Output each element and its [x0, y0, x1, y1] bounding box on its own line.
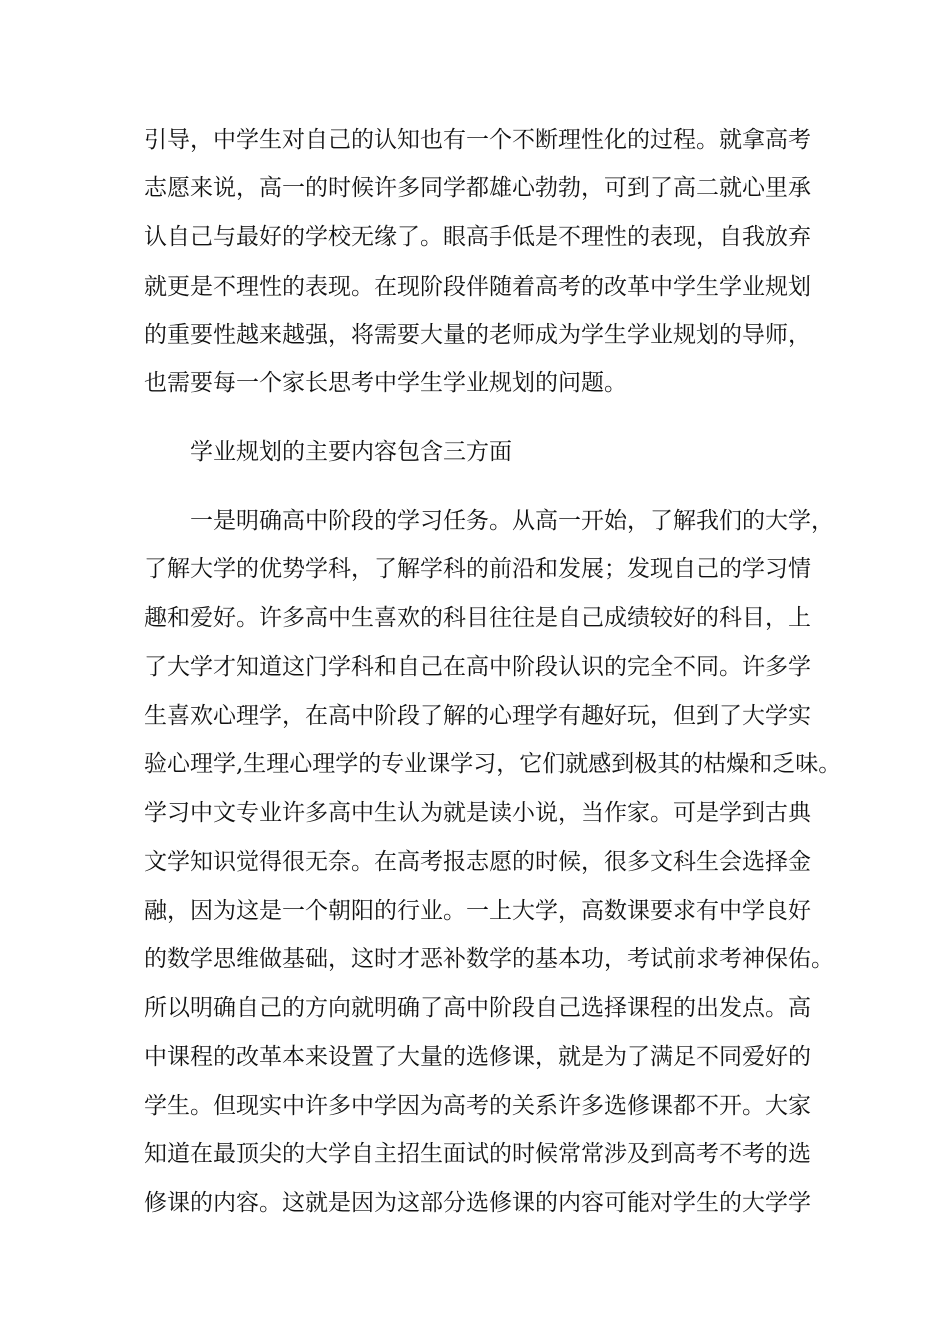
text-line: 志愿来说，高一的时候许多同学都雄心勃勃，可到了高二就心里承	[144, 175, 811, 201]
text-line: 知道在最顶尖的大学自主招生面试的时候常常涉及到高考不考的选	[144, 1141, 811, 1167]
text-line: 就更是不理性的表现。在现阶段伴随着高考的改革中学生学业规划	[144, 274, 811, 300]
text-line: 生喜欢心理学，在高中阶段了解的心理学有趣好玩，但到了大学实	[144, 703, 811, 729]
text-line: 中课程的改革本来设置了大量的选修课，就是为了满足不同爱好的	[144, 1044, 811, 1070]
text-line: 了解大学的优势学科，了解学科的前沿和发展；发现自己的学习情	[144, 556, 811, 582]
text-line: 学习中文专业许多高中生认为就是读小说，当作家。可是学到古典	[144, 800, 811, 826]
text-line: 趣和爱好。许多高中生喜欢的科目往往是自己成绩较好的科目，上	[144, 605, 811, 631]
text-line: 学生。但现实中许多中学因为高考的关系许多选修课都不开。大家	[144, 1093, 811, 1119]
text-line: 的重要性越来越强，将需要大量的老师成为学生学业规划的导师，	[144, 322, 811, 348]
text-line: 修课的内容。这就是因为这部分选修课的内容可能对学生的大学学	[144, 1190, 811, 1216]
text-line: 融，因为这是一个朝阳的行业。一上大学，高数课要求有中学良好	[144, 898, 811, 924]
section-heading: 学业规划的主要内容包含三方面	[190, 439, 512, 465]
text-line: 所以明确自己的方向就明确了高中阶段自己选择课程的出发点。高	[144, 995, 811, 1021]
text-line: 验心理学,生理心理学的专业课学习，它们就感到极其的枯燥和乏味。	[144, 751, 842, 777]
text-line: 一是明确高中阶段的学习任务。从高一开始，了解我们的大学，	[190, 508, 834, 534]
text-line: 文学知识觉得很无奈。在高考报志愿的时候，很多文科生会选择金	[144, 849, 811, 875]
text-line: 的数学思维做基础，这时才恶补数学的基本功，考试前求考神保佑。	[144, 946, 834, 972]
text-line: 认自己与最好的学校无缘了。眼高手低是不理性的表现，自我放弃	[144, 224, 811, 250]
text-line: 也需要每一个家长思考中学生学业规划的问题。	[144, 370, 627, 396]
text-line: 了大学才知道这门学科和自己在高中阶段认识的完全不同。许多学	[144, 654, 811, 680]
text-line: 引导，中学生对自己的认知也有一个不断理性化的过程。就拿高考	[144, 127, 811, 153]
